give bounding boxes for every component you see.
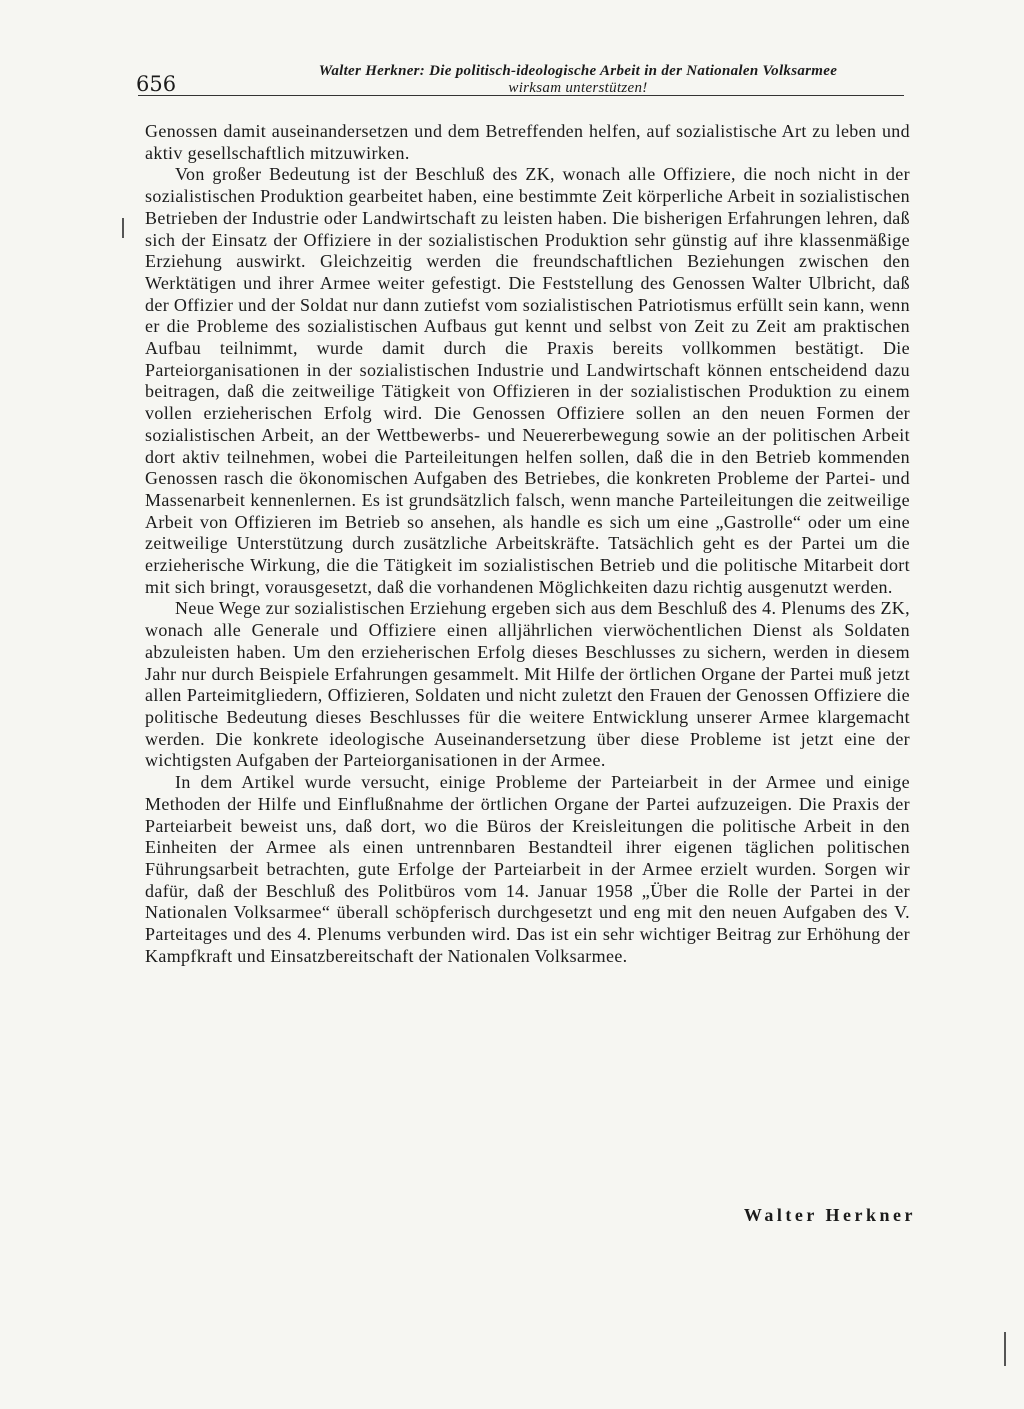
margin-mark-left [122, 218, 124, 238]
paragraph-2: Von großer Bedeutung ist der Beschluß des ZK, wonach alle Offiziere, die noch nicht in der sozialistischen Produktion gearbeitet haben, eine bestimmte Zeit körperliche Arbeit in sozialistischen Betrieben der Industrie oder Landwirtschaft zu leisten haben. Die bisherigen Erfahrungen lehren, daß sich der Einsatz der Offiziere in der sozialistischen Produktion sehr günstig auf ihre klassenmäßige Erziehung auswirkt. Gleichzeitig werden die freundschaftlichen Beziehungen zwischen den Werktätigen und ihrer Armee weiter gefestigt. Die Feststellung des Genossen Walter Ulbricht, daß der Offizier und der Soldat nur dann zutiefst vom sozialistischen Patriotismus erfüllt sein kann, wenn er die Probleme des sozialistischen Aufbaus gut kennt und selbst von Zeit zu Zeit am praktischen Aufbau teilnimmt, wurde damit durch die Praxis bereits vollkommen bestätigt. Die Parteiorganisationen in der sozialistischen Industrie und Landwirtschaft können entscheidend dazu beitragen, daß die zeitweilige Tätigkeit von Offizieren in der sozialistischen Produktion zu einem vollen erzieherischen Erfolg wird. Die Genossen Offiziere sollen an den neuen Formen der sozialistischen Arbeit, an der Wettbewerbs- und Neuererbewegung sowie an der politischen Arbeit dort aktiv teilnehmen, wobei die Parteileitungen helfen sollen, daß die in den Betrieb kommenden Genossen rasch die ökonomischen Aufgaben des Betriebes, die konkreten Probleme der Partei- und Massenarbeit kennenlernen. Es ist grundsätzlich falsch, wenn manche Parteileitungen die zeitweilige Arbeit von Offizieren im Betrieb so ansehen, als handle es sich um eine „Gastrolle“ oder um eine zeitweilige Unterstützung durch zusätzliche Arbeitskräfte. Tatsächlich geht es der Partei um die erzieherische Wirkung, die die Tätigkeit im sozialistischen Betrieb und die politische Mitarbeit dort mit sich bringt, vorausgesetzt, daß die vorhandenen Möglichkeiten dazu richtig ausgenutzt werden. [145, 164, 910, 597]
paragraph-4: In dem Artikel wurde versucht, einige Probleme der Parteiarbeit in der Armee und einige Methoden der Hilfe und Einflußnahme der örtlichen Organe der Partei aufzuzeigen. Die Praxis der Parteiarbeit beweist uns, daß dort, wo die Büros der Kreisleitungen die politische Arbeit in den Einheiten der Armee als einen untrennbaren Bestandteil ihrer eigenen täglichen politischen Führungsarbeit betrachten, gute Erfolge der Parteiarbeit in der Armee erzielt wurden. Sorgen wir dafür, daß der Beschluß des Politbüros vom 14. Januar 1958 „Über die Rolle der Partei in der Nationalen Volksarmee“ überall schöpferisch durchgesetzt und eng mit den neuen Aufgaben des V. Parteitages und des 4. Plenums verbunden wird. Das ist ein sehr wichtiger Beitrag zur Erhöhung der Kampfkraft und Einsatzbereitschaft der Nationalen Volksarmee. [145, 772, 910, 966]
author-signature: Walter Herkner [743, 1205, 916, 1225]
running-header [248, 63, 908, 97]
margin-mark-right [1004, 1332, 1006, 1366]
paragraph-3: Neue Wege zur sozialistischen Erziehung ergeben sich aus dem Beschluß des 4. Plenums des ZK, wonach alle Generale und Offiziere einen alljährlichen vierwöchentlichen Dienst als Soldaten abzuleisten haben. Um den erzieherischen Erfolg dieses Beschlusses zu sichern, werden in diesem Jahr nur durch Beispiele Erfahrungen gesammelt. Mit Hilfe der örtlichen Organe der Partei muß jetzt allen Parteimitgliedern, Offizieren, Soldaten und nicht zuletzt den Frauen der Genossen Offiziere die politische Bedeutung dieses Beschlusses für die weitere Entwicklung unserer Armee klargemacht werden. Die konkrete ideologische Auseinandersetzung über diese Probleme ist jetzt eine der wichtigsten Aufgaben der Parteiorganisationen in der Armee. [145, 598, 910, 771]
running-header-line2: wirksam unterstützen! [508, 80, 648, 96]
article-body [145, 121, 910, 967]
paragraph-1: Genossen damit auseinandersetzen und dem Betreffenden helfen, auf sozialistische Art zu leben und aktiv gesellschaftlich mitzuwirken. [145, 121, 910, 163]
page-number: 656 [136, 72, 177, 96]
running-header-line1: Walter Herkner: Die politisch-ideologische Arbeit in der Nationalen Volksarmee [318, 63, 838, 79]
header-rule [138, 95, 904, 96]
